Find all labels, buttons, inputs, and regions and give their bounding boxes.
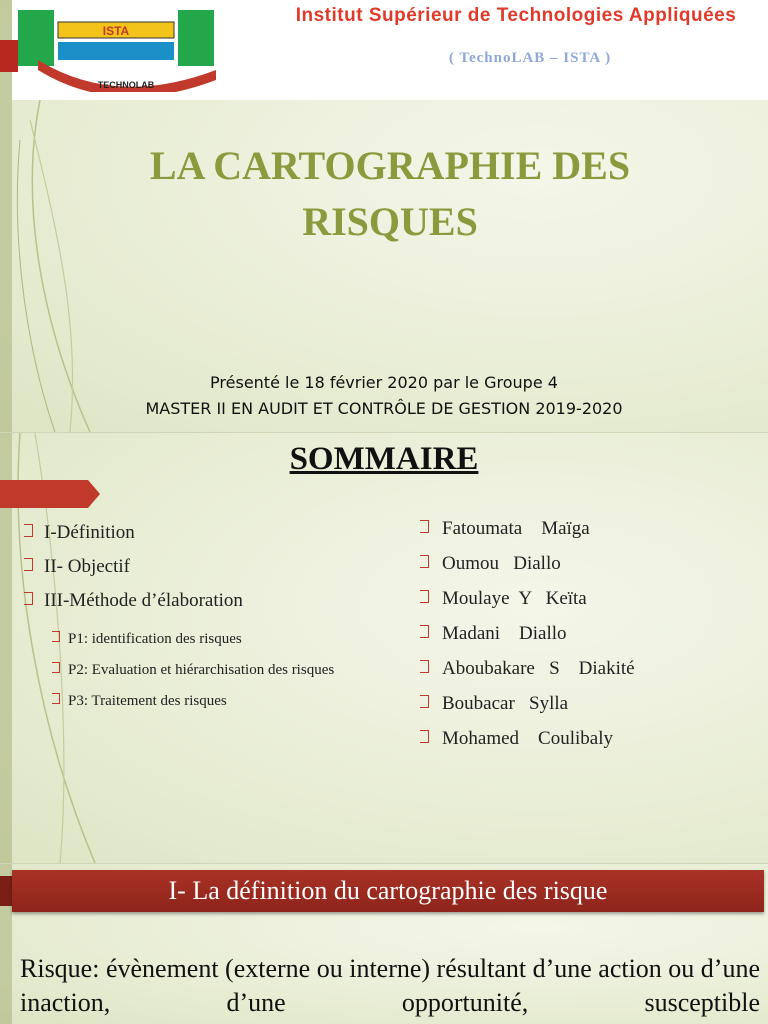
member-item: Aboubakare S Diakité xyxy=(420,657,750,681)
bullet-icon xyxy=(52,631,60,642)
svg-text:TECHNOLAB: TECHNOLAB xyxy=(97,80,155,90)
subtoc-item: P3: Traitement des risques xyxy=(52,691,362,711)
bullet-icon xyxy=(52,693,60,704)
toc-item: I-Définition xyxy=(24,521,384,545)
definition-slide xyxy=(0,864,768,1024)
member-item: Mohamed Coulibaly xyxy=(420,727,750,751)
bullet-icon xyxy=(24,524,33,537)
member-item: Boubacar Sylla xyxy=(420,692,750,716)
slide-title: LA CARTOGRAPHIE DES RISQUES xyxy=(149,143,631,244)
arrow-tab xyxy=(0,480,100,508)
bullet-icon xyxy=(420,695,429,708)
member-item: Moulaye Y Keïta xyxy=(420,587,750,611)
subtoc-list xyxy=(52,629,362,722)
summary-slide xyxy=(0,433,768,863)
member-item: Madani Diallo xyxy=(420,622,750,646)
definition-text: Risque: évènement (externe ou interne) résultant d’une action ou d’une inaction, d’une opportunité, susceptible xyxy=(20,954,761,1017)
svg-text:ISTA: ISTA xyxy=(102,24,130,38)
bullet-icon xyxy=(420,520,429,533)
program-line: MASTER II EN AUDIT ET CONTRÔLE DE GESTION 2019-2020 xyxy=(145,399,623,418)
summary-heading: SOMMAIRE xyxy=(289,441,479,477)
bullet-icon xyxy=(24,592,33,605)
bullet-icon xyxy=(24,558,33,571)
section-ribbon: I- La définition du cartographie des risque xyxy=(12,870,764,912)
toc-item: III-Méthode d’élaboration xyxy=(24,589,384,613)
ribbon-cap xyxy=(0,876,12,906)
bullet-icon xyxy=(420,625,429,638)
bullet-icon xyxy=(420,590,429,603)
institute-name: Institut Supérieur de Technologies Appliquées xyxy=(295,5,737,26)
bullet-icon xyxy=(420,555,429,568)
presentation-info xyxy=(0,370,768,422)
bullet-icon xyxy=(52,662,60,673)
subtoc-item: P2: Evaluation et hiérarchisation des risques xyxy=(52,660,362,680)
institute-subtitle: ( TechnoLAB – ISTA ) xyxy=(448,50,612,66)
member-item: Fatoumata Maïga xyxy=(420,517,750,541)
presented-date-line: Présenté le 18 février 2020 par le Groupe 4 xyxy=(210,373,558,392)
group-members-list xyxy=(420,517,750,762)
toc-item: II- Objectif xyxy=(24,555,384,579)
subtoc-item: P1: identification des risques xyxy=(52,629,362,649)
toc-list xyxy=(24,521,384,623)
bullet-icon xyxy=(420,730,429,743)
ista-logo xyxy=(16,8,236,92)
bullet-icon xyxy=(420,660,429,673)
member-item: Oumou Diallo xyxy=(420,552,750,576)
title-slide xyxy=(0,0,768,432)
